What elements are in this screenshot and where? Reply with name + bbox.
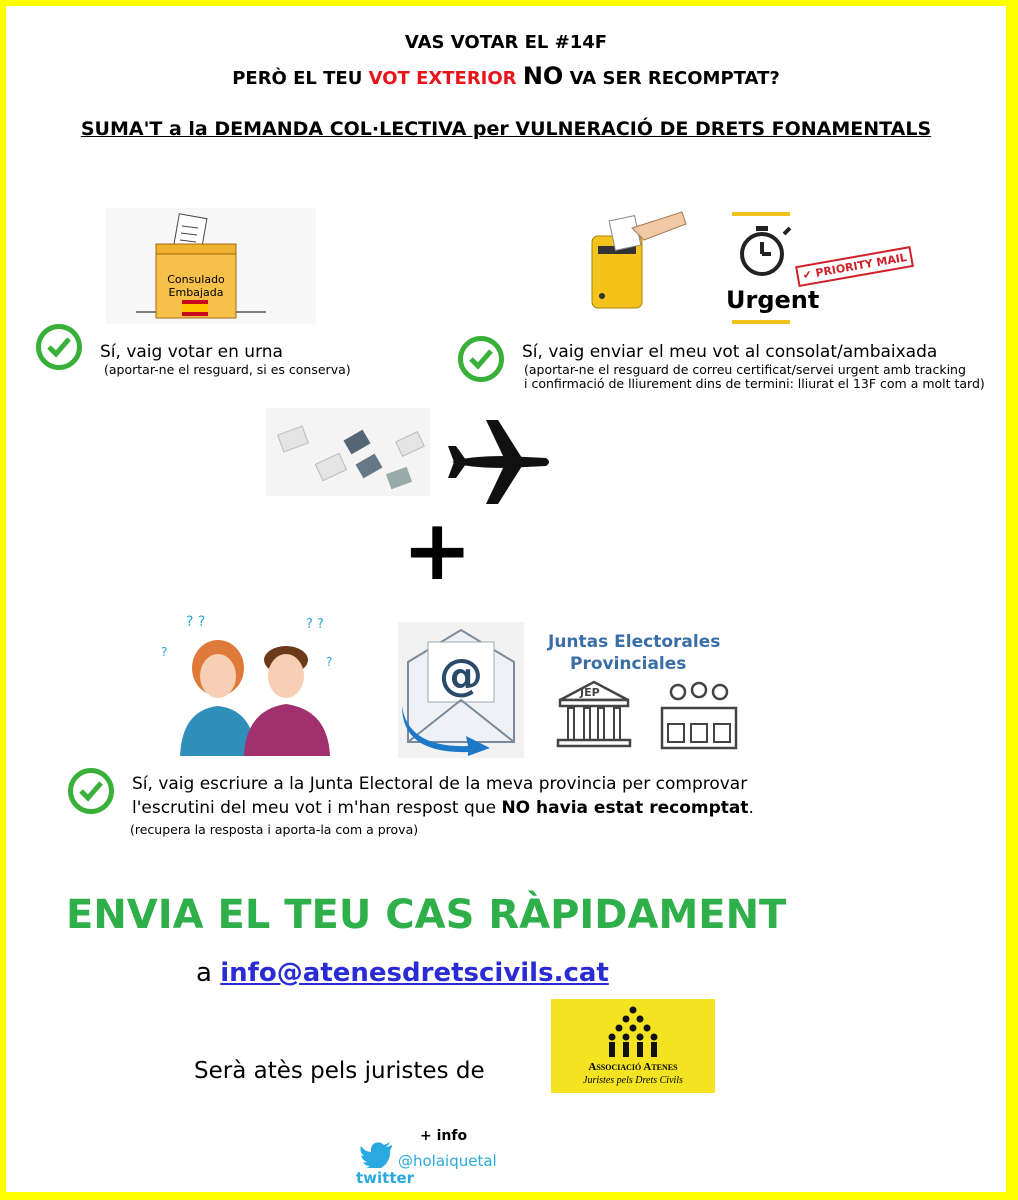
headline-line2	[6, 62, 1006, 90]
confused-people-image	[156, 606, 346, 756]
atenes-name: Associació Atenes	[588, 1061, 678, 1073]
contact-email-link[interactable]: info@atenesdretscivils.cat	[220, 958, 609, 988]
airplane-icon	[446, 416, 556, 511]
plus-sign: +	[402, 501, 473, 599]
twitter-handle[interactable]: @holaiquetal	[398, 1152, 497, 1170]
juntas-title-line1: Juntas Electorales	[548, 632, 721, 652]
cta-headline: ENVIA EL TEU CAS RÀPIDAMENT	[66, 892, 787, 938]
priority-mail-text: PRIORITY MAIL	[814, 250, 908, 280]
subtitle: SUMA'T a la DEMANDA COL·LECTIVA per VULNERACIÓ DE DRETS FONAMENTALS	[80, 118, 932, 140]
option3-note: (recupera la resposta i aporta-la com a prova)	[130, 822, 419, 837]
option2-title: Sí, vaig enviar el meu vot al consolat/ambaixada	[522, 342, 938, 362]
headline-line1: VAS VOTAR EL #14F	[404, 32, 608, 53]
twitter-bird-icon[interactable]	[360, 1140, 394, 1168]
headline-text-a: PERÒ EL TEU	[232, 68, 369, 89]
envelopes-icon	[258, 400, 438, 500]
served-by-text: Serà atès pels juristes de	[194, 1058, 485, 1084]
ballot-box-image	[106, 208, 316, 324]
email-icon	[398, 622, 524, 758]
svg-text:?: ?	[161, 645, 168, 659]
svg-text:? ?: ? ?	[186, 614, 206, 630]
option3-line1: Sí, vaig escriure a la Junta Electoral de la meva provincia per comprovar	[132, 774, 748, 794]
check-icon	[68, 768, 114, 814]
atenes-subtitle: Juristes pels Drets Civils	[583, 1075, 683, 1086]
urgent-bar-bottom	[732, 320, 790, 324]
option3-line2	[132, 798, 754, 818]
svg-text:? ?: ? ?	[306, 617, 324, 632]
priority-check-icon: ✔	[801, 267, 814, 283]
confused-people-icon	[156, 606, 346, 756]
envelopes-image	[258, 400, 438, 500]
cta-email-line	[196, 958, 609, 988]
urgent-label: Urgent	[726, 286, 820, 314]
email-image	[398, 622, 524, 758]
urgent-bar-top	[732, 212, 790, 216]
svg-text:@: @	[439, 650, 483, 701]
svg-text:?: ?	[326, 655, 333, 669]
check-icon	[36, 324, 82, 370]
option1-note: (aportar-ne el resguard, si es conserva)	[104, 362, 351, 377]
check-icon	[458, 336, 504, 382]
cta-email-prefix: a	[196, 958, 221, 988]
ballot-box-label2: Embajada	[168, 286, 224, 299]
ballot-box-icon	[106, 208, 316, 324]
option2-note-line1: (aportar-ne el resguard de correu certificat/servei urgent amb tracking	[524, 362, 966, 377]
ballot-box-label1: Consulado	[167, 273, 225, 286]
courthouse-image	[554, 678, 634, 752]
headline-red-text: VOT EXTERIOR	[368, 68, 517, 89]
juntas-badge: JEP	[580, 686, 600, 699]
option1-title: Sí, vaig votar en urna	[100, 342, 283, 362]
option3-line2-text: l'escrutini del meu vot i m'han respost que	[132, 798, 502, 818]
option3-line2-end: .	[748, 798, 754, 818]
juntas-title-line2: Provinciales	[570, 654, 687, 674]
tribunal-icon	[658, 678, 740, 752]
mailbox-icon	[582, 206, 692, 316]
atenes-logo	[551, 999, 715, 1093]
people-pyramid-icon	[603, 1005, 663, 1059]
poster-frame	[6, 6, 1006, 1192]
more-info: + info	[420, 1128, 468, 1144]
headline-no: NO	[522, 62, 564, 90]
option3-line2-bold: NO havia estat recomptat	[501, 798, 749, 818]
option2-note-line2: i confirmació de lliurement dins de termini: lliurat el 13F com a molt tard)	[524, 376, 985, 391]
twitter-wordmark: twitter	[356, 1169, 415, 1187]
stopwatch-icon	[732, 220, 802, 280]
mailbox-image	[582, 206, 692, 316]
headline-text-b: VA SER RECOMPTAT?	[563, 68, 780, 89]
